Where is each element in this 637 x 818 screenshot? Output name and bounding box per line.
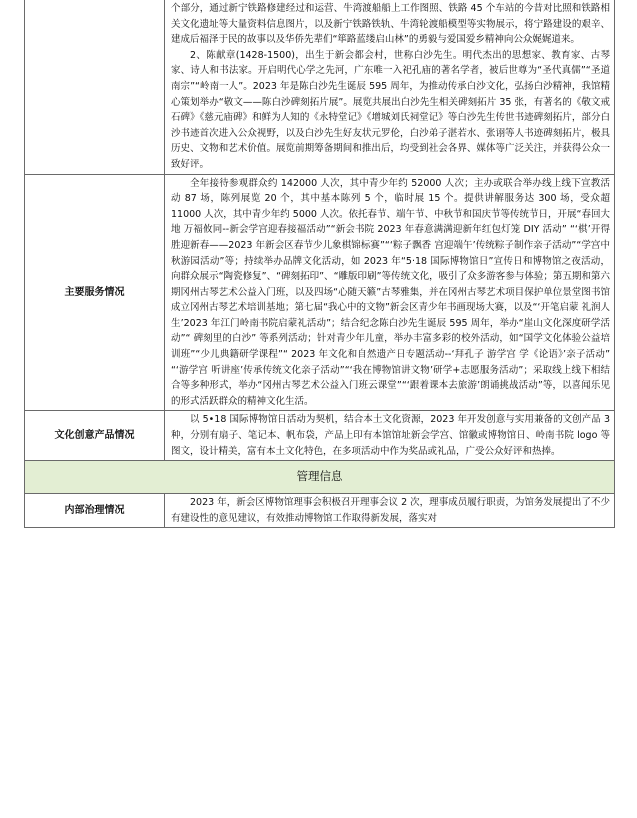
services-content xyxy=(165,174,615,411)
governance-paragraph: 2023 年，新会区博物馆理事会积极召开理事会议 2 次，理事成员履行职责，为馆务发展提出了不少有建设性的意见建议，有效推动博物馆工作取得新发展，落实对 xyxy=(171,497,610,524)
governance-content xyxy=(165,494,615,528)
services-paragraph: 全年接待参观群众约 142000 人次，其中青少年约 52000 人次；主办或联合举办线上线下宣教活动 87 场，陈列展览 20 个，其中基本陈列 5 个，临时展 15 个。提供讲解服务达 300 场，受众超 11000 人次，其中青少年约 5000 人次。依托春节、端午节、中秋节和国庆节等传统节日，开展“春回大地 万福攸同--新会学宫迎春接福活动”“新会书院 2023 年春意满满迎新年红包灯笼 DIY 活动” “‘棋’开得胜迎新春——2023 年新会区春节少儿象棋锦标赛”“‘粽子飘香 宫迎端午’传统粽子制作亲子活动”“学宫中秋游园活动”等；持续举办品牌文化活动，如 2023 年“5·18 国际博物馆日”宣传日和博物馆之夜活动，向群众展示“陶瓷修复”、“碑刻拓印”、“雕版印刷”等传统文化，吸引了众多游客参与体验；第五期和第六期冈州古琴艺术公益入门班，以及四场“心随天籁”古琴雅集，并在冈州古琴艺术项目保护单位景堂图书馆成立冈州古琴艺术培训基地；第七届“我心中的文物”新会区青少年书画现场大赛，以及“‘开笔启蒙 礼润人生’2023 年江门岭南书院启蒙礼活动”；结合纪念陈白沙先生诞辰 595 周年，举办“崖山文化深度研学活动”“ 碑刻里的白沙” 等系列活动；针对青少年儿童，举办丰富多彩的校外活动，如“国学文化体验公益培训班”“少儿典籍研学课程”“ 2023 年文化和自然遗产日专题活动--‘拜孔子 游学宫 学《论语》’亲子活动” “‘游学宫 听讲座’传承传统文化亲子活动”“‘我在博物馆讲文物’研学+志愿服务活动”；采取线上线下相结合等多种形式，举办“冈州古琴艺术公益入门班云课堂”“‘跟着课本去旅游’朗诵挑战活动”等，以喜闻乐见的形式活跃群众的精神文化生活。 xyxy=(171,177,610,407)
products-label: 文化创意产品情况 xyxy=(25,411,165,461)
row-products xyxy=(25,411,615,461)
row-exhibitions-content xyxy=(165,0,615,174)
services-label: 主要服务情况 xyxy=(25,174,165,411)
products-paragraph: 以 5•18 国际博物馆日活动为契机，结合本土文化资源，2023 年开发创意与实用兼备的文创产品 3 种，分别有扇子、笔记本、帆布袋，产品上印有本馆馆址新会学宫、馆徽或博物馆日、岭南书院 logo 等图文，设计精美，富有本土文化特色，在多项活动中作为奖品或礼品，广受公众好评和热捧。 xyxy=(171,414,610,457)
document-page xyxy=(24,0,614,818)
row-services xyxy=(25,174,615,411)
section-title-management: 管理信息 xyxy=(25,461,615,494)
paragraph-baisha-exhibition: 2、陈献章(1428-1500)，出生于新会都会村，世称白沙先生。明代杰出的思想家、教育家、古琴家、诗人和书法家。开启明代心学之先河，广东唯一入祀孔庙的著名学者，被后世尊为“圣代真儒”“圣道南宗”“岭南一人”。2023 年是陈白沙先生诞辰 595 周年，为推动传承白沙文化，弘扬白沙精神，我馆精心策划举办“敬文——陈白沙碑刻拓片展”。展览共展出白沙先生相关碑刻拓片 35 张，有著名的《敬文戒石碑》《慈元庙碑》和鲜为人知的《永特堂记》《增城刘氏祠堂记》等白沙先生传世书迹碑刻拓片，部分白沙书迹首次进入公众视野，以及白沙先生好友状元罗伦，白沙弟子湛若水、张诩等人书迹碑刻拓片，极具历史、文物和艺术价值。展览前期筹备期间和推出后，均受到社会各界、媒体等广泛关注，并获得公众一致好评。 xyxy=(171,49,610,170)
products-content xyxy=(165,411,615,461)
report-table xyxy=(24,0,615,528)
row-governance xyxy=(25,494,615,528)
row-section-header xyxy=(25,461,615,494)
paragraph-railway-exhibition: 个部分，通过新宁铁路修建经过和运营、牛湾渡船船上工作图照、铁路 45 个车站的今昔对比照和铁路相关文化遗址等大量资料信息图片，以及新宁铁路铁轨、牛湾轮渡船模型等实物展示，将宁路建设的艰辛、建成后福泽于民的故事以及华侨先辈们“筚路蓝缕启山林”的勇毅与爱国爱乡精神向公众娓娓道来。 xyxy=(171,3,610,46)
row-exhibitions-label xyxy=(25,0,165,174)
row-exhibitions xyxy=(25,0,615,174)
governance-label: 内部治理情况 xyxy=(25,494,165,528)
